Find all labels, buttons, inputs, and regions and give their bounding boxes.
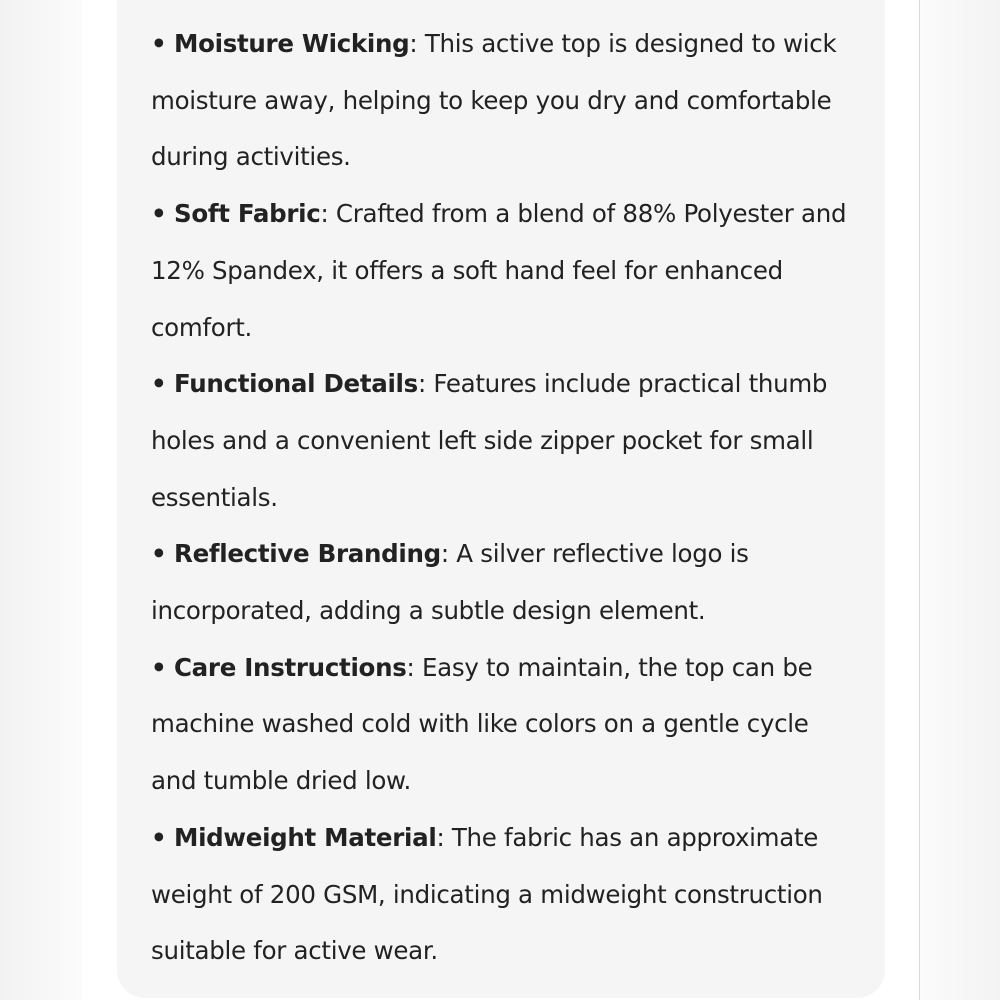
feature-item-functional-details [151,356,861,526]
feature-title: Reflective Branding [174,539,441,569]
feature-description: : Crafted from a blend of 88% Polyester and 12% Spandex, it offers a soft hand feel for enhanced comfort. [151,199,847,342]
feature-description: : This active top is designed to wick moisture away, helping to keep you dry and comfortable during activities. [151,29,837,172]
feature-title: Care Instructions [174,652,407,682]
feature-title: Functional Details [174,369,418,399]
feature-description: : Features include practical thumb holes and a convenient left side zipper pocket for small essentials. [151,369,828,512]
feature-item-reflective-branding [151,526,861,639]
feature-description: : Easy to maintain, the top can be machine washed cold with like colors on a gentle cycle and tumble dried low. [151,652,813,796]
sheet-divider [919,0,920,1000]
feature-item-moisture-wicking [151,16,861,186]
bullet-icon: • [151,822,167,852]
feature-description: : A silver reflective logo is incorporated, adding a subtle design element. [151,539,749,626]
feature-description: : The fabric has an approximate weight of 200 GSM, indicating a midweight construction suitable for active wear. [151,822,823,966]
bullet-icon: • [151,652,167,682]
bullet-icon: • [151,29,167,58]
bullet-icon: • [151,539,167,569]
bullet-icon: • [151,199,167,229]
feature-title: Moisture Wicking [174,29,410,58]
feature-item-soft-fabric [151,186,861,356]
feature-title: Soft Fabric [174,199,321,229]
feature-list [151,16,861,980]
feature-title: Midweight Material [174,822,437,852]
feature-item-midweight-material [151,810,861,980]
feature-item-care-instructions [151,640,861,810]
bullet-icon: • [151,369,167,399]
